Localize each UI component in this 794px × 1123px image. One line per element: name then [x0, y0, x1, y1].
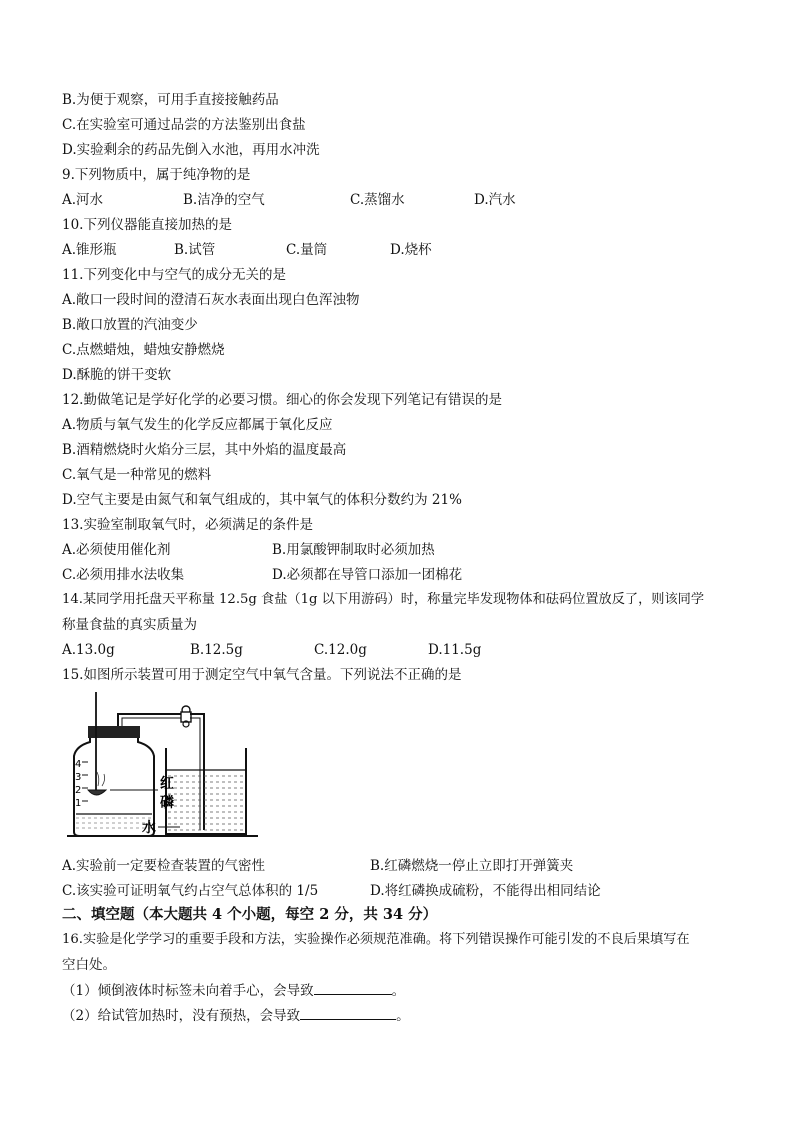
q10-option-d: D.烧杯 — [390, 242, 432, 258]
scale-mark-4: 4 — [75, 759, 82, 770]
q12-option-b: B.酒精燃烧时火焰分三层，其中外焰的温度最高 — [62, 442, 347, 458]
beaker — [166, 748, 246, 834]
q16-item2-answer-blank[interactable] — [300, 1005, 396, 1020]
q15-option-d: D.将红磷换成硫粉，不能得出相同结论 — [370, 883, 601, 899]
q16-item1 — [62, 980, 405, 1001]
q16-item2-text: （2）给试管加热时，没有预热，会导致 — [62, 1008, 301, 1024]
q14-option-c: C.12.0g — [314, 642, 367, 658]
spring-clamp-icon — [181, 706, 191, 727]
q10-option-c: C.量筒 — [286, 242, 328, 258]
q8-option-c: C.在实验室可通过品尝的方法鉴别出食盐 — [62, 117, 306, 133]
q13-option-b: B.用氯酸钾制取时必须加热 — [272, 542, 435, 558]
q13-stem: 13.实验室制取氧气时，必须满足的条件是 — [62, 517, 313, 533]
q15-option-a: A.实验前一定要检查装置的气密性 — [62, 858, 266, 874]
q11-option-d: D.酥脆的饼干变软 — [62, 367, 172, 383]
flame-icon — [97, 772, 105, 786]
q14-option-a: A.13.0g — [62, 642, 115, 658]
q13-option-d: D.必须都在导管口添加一团棉花 — [272, 567, 463, 583]
q12-option-d: D.空气主要是由氮气和氧气组成的，其中氧气的体积分数约为 21% — [62, 492, 462, 508]
q16-item1-end: 。 — [391, 983, 406, 999]
q15-option-b: B.红磷燃烧一停止立即打开弹簧夹 — [370, 858, 574, 874]
q14-option-b: B.12.5g — [190, 642, 243, 658]
section-2-title: 二、填空题（本大题共 4 个小题，每空 2 分，共 34 分） — [62, 906, 438, 923]
q14-stem-line2: 称量食盐的真实质量为 — [62, 617, 197, 633]
q11-option-c: C.点燃蜡烛，蜡烛安静燃烧 — [62, 342, 225, 358]
q16-stem-line2: 空白处。 — [62, 957, 116, 973]
q16-item2-end: 。 — [396, 1008, 410, 1024]
q16-item1-text: （1）倾倒液体时标签未向着手心，会导致 — [62, 983, 314, 999]
q9-option-c: C.蒸馏水 — [350, 192, 405, 208]
q16-stem-line1: 16.实验是化学学习的重要手段和方法，实验操作必须规范准确。将下列错误操作可能引发的不良后果填写在 — [62, 932, 690, 947]
q9-option-b: B.洁净的空气 — [183, 192, 265, 208]
q13-option-c: C.必须用排水法收集 — [62, 567, 185, 583]
q15-option-c: C.该实验可证明氧气约占空气总体积的 1/5 — [62, 883, 319, 899]
scale-mark-1: 1 — [75, 798, 82, 809]
q9-stem: 9.下列物质中，属于纯净物的是 — [62, 167, 251, 183]
q11-option-b: B.敞口放置的汽油变少 — [62, 317, 198, 333]
q12-option-c: C.氧气是一种常见的燃料 — [62, 467, 212, 483]
oxygen-measurement-apparatus-figure — [62, 690, 262, 850]
q16-item1-answer-blank[interactable] — [314, 980, 392, 995]
q10-stem: 10.下列仪器能直接加热的是 — [62, 217, 232, 233]
q13-option-a: A.必须使用催化剂 — [62, 542, 171, 558]
label-red-1: 红 — [160, 776, 174, 792]
q8-option-b: B.为便于观察，可用手直接接触药品 — [62, 92, 279, 108]
q14-option-d: D.11.5g — [428, 642, 482, 658]
q16-item2 — [62, 1005, 410, 1026]
label-red-2: 磷 — [160, 795, 174, 811]
q9-option-a: A.河水 — [62, 192, 104, 208]
connecting-tube-right — [190, 714, 204, 830]
q12-option-a: A.物质与氧气发生的化学反应都属于氧化反应 — [62, 417, 333, 433]
q11-option-a: A.敞口一段时间的澄清石灰水表面出现白色浑浊物 — [62, 292, 360, 308]
q12-stem: 12.勤做笔记是学好化学的必要习惯。细心的你会发现下列笔记有错误的是 — [62, 392, 502, 408]
scale-mark-2: 2 — [75, 785, 82, 796]
q11-stem: 11.下列变化中与空气的成分无关的是 — [62, 267, 286, 283]
connecting-tube-left — [118, 714, 188, 726]
q15-stem: 15.如图所示装置可用于测定空气中氧气含量。下列说法不正确的是 — [62, 667, 462, 683]
q10-option-b: B.试管 — [174, 242, 216, 258]
q14-stem-line1: 14.某同学用托盘天平称量 12.5g 食盐（1g 以下用游码）时，称量完毕发现物体和砝码位置放反了，则该同学 — [62, 592, 705, 607]
q8-option-d: D.实验剩余的药品先倒入水池，再用水冲洗 — [62, 142, 320, 158]
q9-option-d: D.汽水 — [474, 192, 516, 208]
q10-option-a: A.锥形瓶 — [62, 242, 117, 258]
combustion-spoon — [88, 790, 106, 795]
scale-mark-3: 3 — [75, 772, 82, 783]
label-water: 水 — [142, 820, 156, 836]
